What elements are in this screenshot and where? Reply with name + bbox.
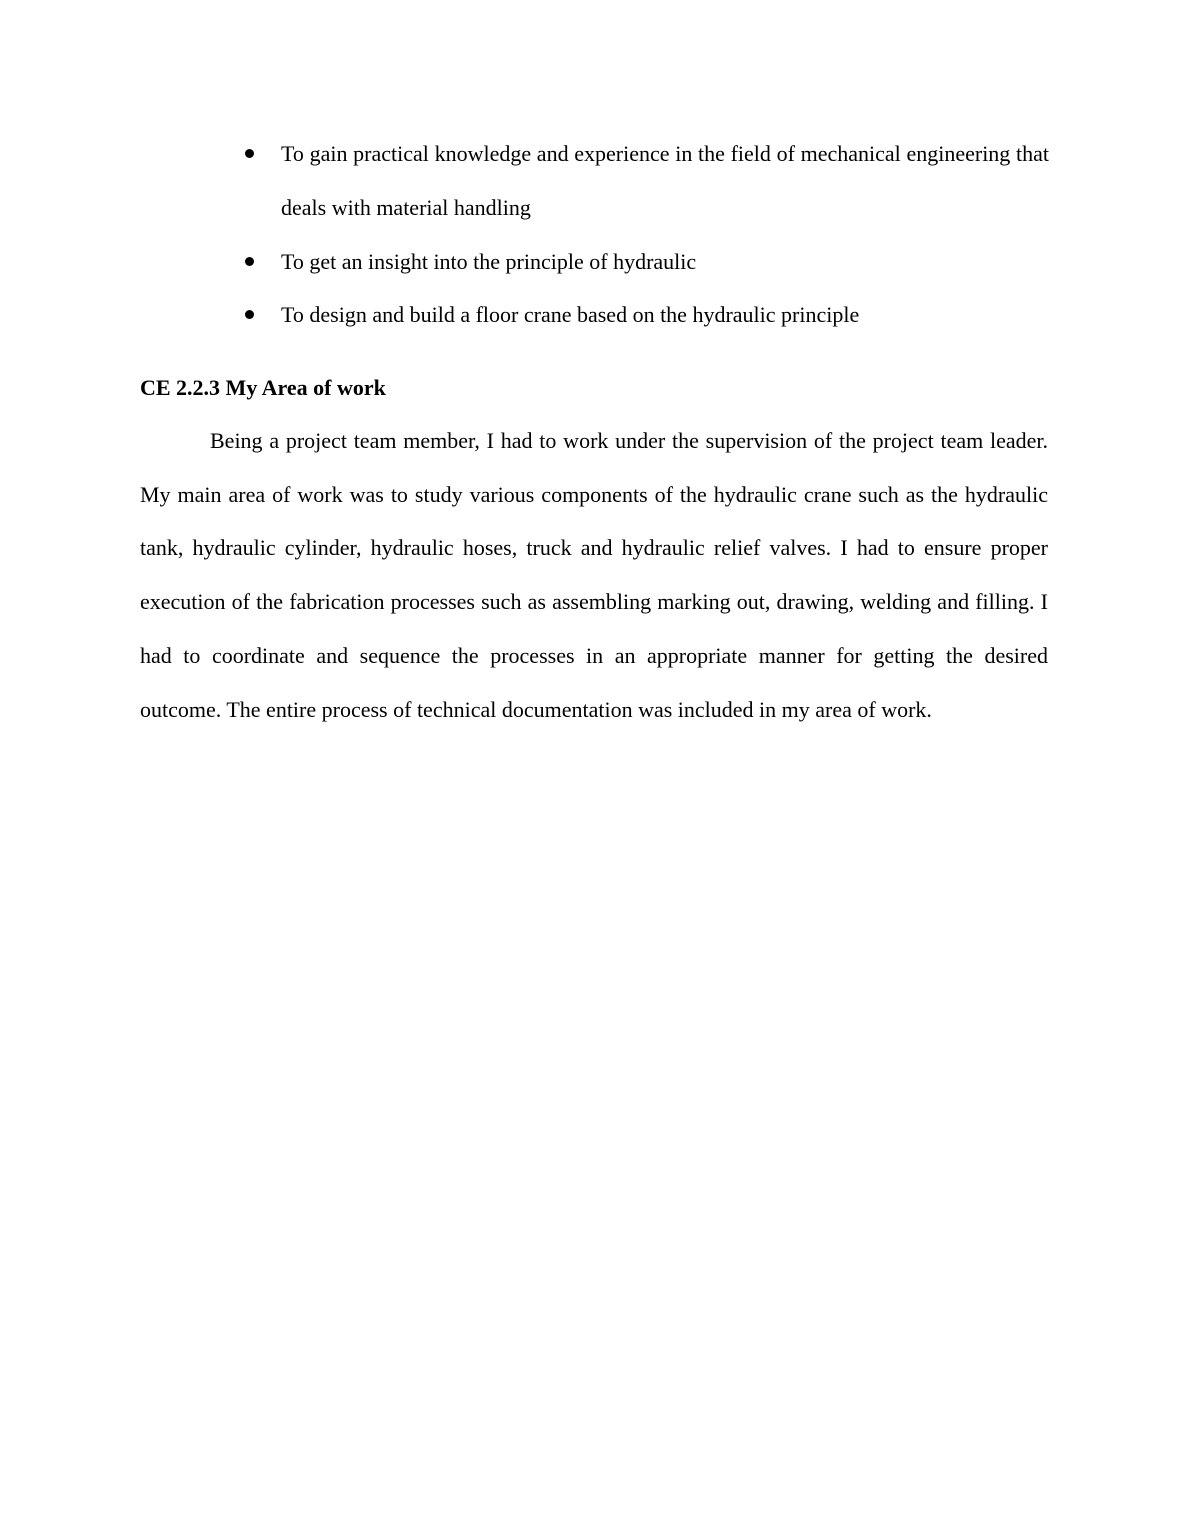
bullet-item [240,235,1049,289]
bullet-dot-icon [245,257,254,266]
body-paragraph: Being a project team member, I had to work under the supervision of the project team leader. My main area of work was to study various components of the hydraulic crane such as the hydraulic tank, hydraulic cylinder, hydraulic hoses, truck and hydraulic relief valves. I had to ensure proper execution of the fabrication processes such as assembling marking out, drawing, welding and filling. I had to coordinate and sequence the processes in an appropriate manner for getting the desired outcome. The entire process of technical documentation was included in my area of work. [140,428,1048,722]
bullet-text: To gain practical knowledge and experience in the field of mechanical engineering that deals with material handling [281,141,1049,220]
bullet-dot-icon [245,149,254,158]
bullet-dot-icon [245,310,254,319]
bullet-text: To design and build a floor crane based on the hydraulic principle [281,302,860,328]
bullet-text: To get an insight into the principle of hydraulic [281,248,697,274]
section-heading: CE 2.2.3 My Area of work [140,375,386,400]
bullet-item [240,127,1049,235]
bullet-item [240,288,1049,342]
objectives-bullet-list [240,127,1049,342]
